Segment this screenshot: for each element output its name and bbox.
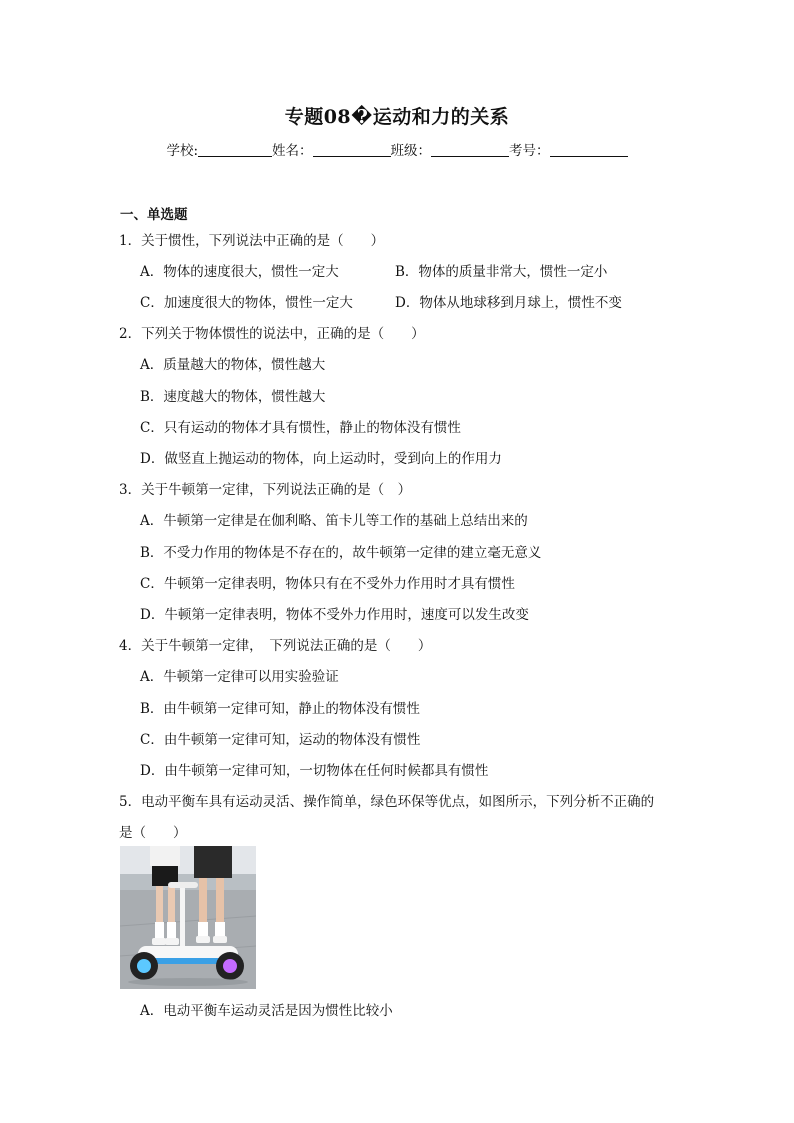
section-heading: 一、单选题 [120,207,188,223]
question-2-stem: 2．下列关于物体惯性的说法中，正确的是（ ） [119,326,425,342]
question-2-option-c: C．只有运动的物体才具有惯性，静止的物体没有惯性 [140,420,461,436]
page-title: 专题08�运动和力的关系 [284,106,510,128]
number-blank [550,142,628,157]
question-1-stem: 1．关于惯性，下列说法中正确的是（ ） [119,233,385,249]
question-3-option-d: D．牛顿第一定律表明，物体不受外力作用时，速度可以发生改变 [140,607,529,623]
question-1-option-a: A．物体的速度很大，惯性一定大 [140,264,339,280]
question-1-option-d: D．物体从地球移到月球上，惯性不变 [395,295,622,311]
question-4-option-d: D．由牛顿第一定律可知，一切物体在任何时候都具有惯性 [140,763,489,779]
question-4-option-b: B．由牛顿第一定律可知，静止的物体没有惯性 [140,701,420,717]
question-3-option-b: B．不受力作用的物体是不存在的，故牛顿第一定律的建立毫无意义 [140,545,542,561]
question-5-stem-line1: 5．电动平衡车具有运动灵活、操作简单，绿色环保等优点，如图所示，下列分析不正确的 [119,794,655,810]
name-blank [313,142,391,157]
balance-scooter-photo [120,846,256,989]
school-label: 学校: [166,143,199,159]
school-blank [198,142,272,157]
question-4-option-a: A．牛顿第一定律可以用实验验证 [140,669,339,685]
class-blank [431,142,509,157]
question-3-stem: 3．关于牛顿第一定律，下列说法正确的是（ ） [119,482,412,498]
question-1-option-b: B．物体的质量非常大，惯性一定小 [395,264,608,280]
question-3-option-c: C．牛顿第一定律表明，物体只有在不受外力作用时才具有惯性 [140,576,515,592]
class-label: 班级： [390,143,432,159]
question-4-option-c: C．由牛顿第一定律可知，运动的物体没有惯性 [140,732,421,748]
question-2-option-b: B．速度越大的物体，惯性越大 [140,389,326,405]
question-5-stem-line2: 是（ ） [119,825,187,841]
number-label: 考号： [509,143,550,159]
question-4-stem: 4．关于牛顿第一定律， 下列说法正确的是（ ） [119,638,432,654]
student-info-line [0,139,794,159]
question-1-option-c: C．加速度很大的物体，惯性一定大 [140,295,353,311]
question-5-option-a: A．电动平衡车运动灵活是因为惯性比较小 [140,1003,393,1019]
question-3-option-a: A．牛顿第一定律是在伽利略、笛卡儿等工作的基础上总结出来的 [140,513,528,529]
question-2-option-a: A．质量越大的物体，惯性越大 [140,357,326,373]
name-label: 姓名： [272,143,313,159]
question-2-option-d: D．做竖直上抛运动的物体，向上运动时，受到向上的作用力 [140,451,502,467]
